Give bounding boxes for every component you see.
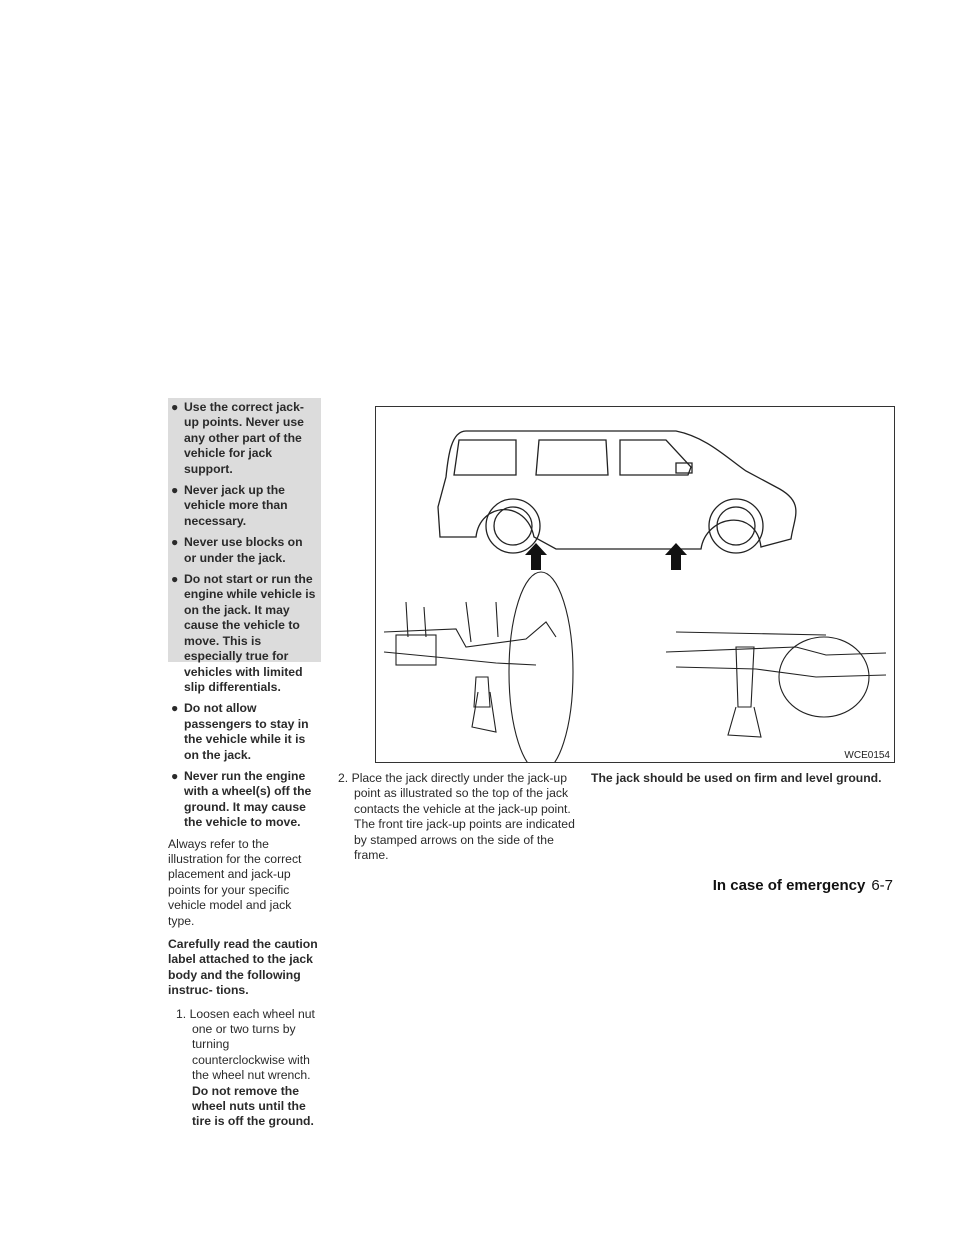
right-column xyxy=(591,771,893,794)
caution-paragraph: Carefully read the caution label attached to the jack body and the following instruc- tions. xyxy=(168,937,318,998)
step-2-text: Place the jack directly under the jack-up point as illustrated so the top of the jack contacts the vehicle at the jack-up point. The front tire jack-up points are indicated by stamped arrows on the side of the frame. xyxy=(351,771,575,863)
step-1 xyxy=(168,1007,321,1130)
bullet-icon: ● xyxy=(171,483,179,498)
middle-column xyxy=(330,771,576,871)
step-1-text: Loosen each wheel nut one or two turns by turning counterclockwise with the wheel nut wrench. xyxy=(189,1006,315,1083)
warning-item: ● Do not allow passengers to stay in the vehicle while it is on the jack. xyxy=(171,701,309,762)
figure-id-label: WCE0154 xyxy=(844,750,890,761)
jack-up-illustration xyxy=(375,406,895,763)
warning-item: ● Never jack up the vehicle more than necessary. xyxy=(171,483,288,528)
bullet-icon: ● xyxy=(171,701,179,716)
step-2-number: 2. xyxy=(338,771,349,785)
warning-item: ● Use the correct jack-up points. Never use any other part of the vehicle for jack support. xyxy=(171,400,304,476)
warning-item: ● Never run the engine with a wheel(s) off the ground. It may cause the vehicle to move. xyxy=(171,768,312,830)
bullet-icon: ● xyxy=(171,768,179,783)
step-1-number: 1. xyxy=(176,1006,187,1021)
refer-paragraph: Always refer to the illustration for the correct placement and jack-up points for your specific vehicle model and jack type. xyxy=(168,836,302,928)
warning-item: ● Never use blocks on or under the jack. xyxy=(171,535,303,565)
step-1-warning: Do not remove the wheel nuts until the tire is off the ground. xyxy=(192,1083,314,1129)
warning-item: ● Do not start or run the engine while vehicle is on the jack. It may cause the vehicle to move. This is especially true for vehicles with limited slip differentials. xyxy=(171,572,316,694)
left-column xyxy=(168,400,321,1138)
bullet-icon: ● xyxy=(171,572,179,587)
bullet-icon: ● xyxy=(171,535,179,550)
footer-section-title: In case of emergency xyxy=(712,877,866,894)
page-footer xyxy=(713,877,893,894)
bullet-icon: ● xyxy=(171,400,179,414)
warning-list xyxy=(168,400,321,831)
rear-jack-detail xyxy=(666,632,886,737)
front-jack-point-arrow xyxy=(525,543,547,570)
vehicle-side-view xyxy=(438,431,796,553)
firm-ground-note: The jack should be used on firm and level ground. xyxy=(591,771,882,785)
step-2 xyxy=(330,771,576,863)
page-number: 6-7 xyxy=(871,877,893,894)
rear-jack-point-arrow xyxy=(665,543,687,570)
front-jack-detail xyxy=(384,572,573,762)
jack-up-diagram xyxy=(376,407,894,762)
